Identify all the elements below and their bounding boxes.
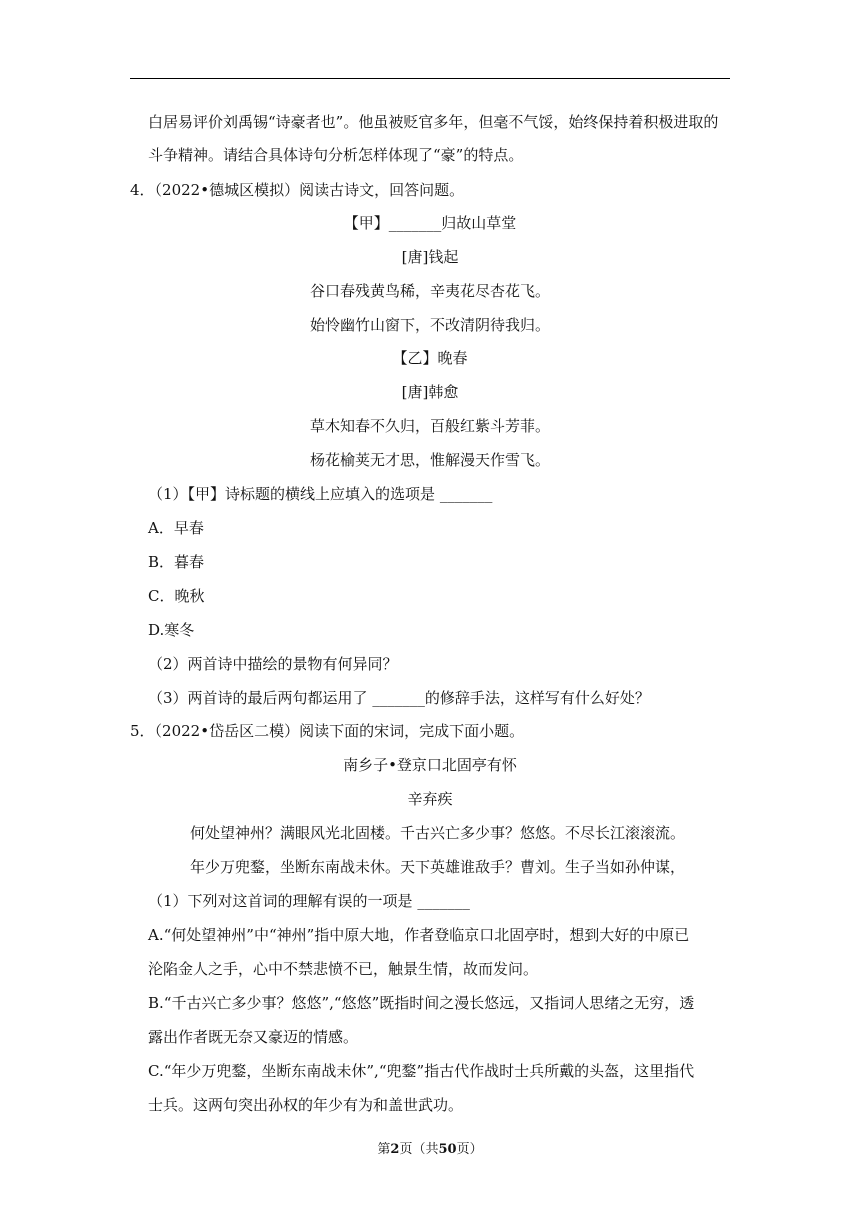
page-footer — [130, 1138, 730, 1157]
ci-author: 辛弃疾 — [407, 790, 453, 808]
q4-option-c: C．晚秋 — [148, 587, 205, 605]
q3-text-line1: 白居易评价刘禹锡“诗豪者也”。他虽被贬官多年，但毫不气馁，始终保持着积极进取的 — [148, 113, 719, 131]
q4-sub1: （1）【甲】诗标题的横线上应填入的选项是 _______ — [148, 485, 493, 503]
ci-title: 南乡子•登京口北固亭有怀 — [343, 756, 517, 774]
poem-a-line2: 始怜幽竹山窗下，不改清阴待我归。 — [309, 316, 550, 334]
q5-option-b-line2: 露出作者既无奈又豪迈的情感。 — [148, 1028, 359, 1046]
poem-a-title: 【甲】_______归故山草堂 — [343, 214, 517, 232]
footer-page-number: 2 — [390, 1142, 400, 1157]
q4-sub2: （2）两首诗中描绘的景物有何异同？ — [148, 655, 398, 673]
q5-option-a-line1: A.“何处望神州”中“神州”指中原大地，作者登临京口北固亭时，想到大好的中原已 — [148, 926, 690, 944]
q4-option-b: B．暮春 — [148, 553, 205, 571]
q5-option-c-line2: 士兵。这两句突出孙权的年少有为和盖世武功。 — [148, 1096, 464, 1114]
poem-b-line2: 杨花榆荚无才思，惟解漫天作雪飞。 — [309, 451, 550, 469]
poem-b-author: [唐]韩愈 — [401, 383, 459, 401]
q3-text-line2: 斗争精神。请结合具体诗句分析怎样体现了“豪”的特点。 — [148, 146, 524, 164]
ci-line2: 年少万兜鍪，坐断东南战未休。天下英雄谁敌手？曹刘。生子当如孙仲谋， — [190, 858, 686, 876]
footer-total-pages: 50 — [438, 1142, 457, 1157]
q4-sub3: （3）两首诗的最后两句都运用了 _______的修辞手法，这样写有什么好处？ — [148, 689, 650, 707]
footer-middle: 页（共 — [399, 1142, 439, 1157]
q5-option-a-line2: 沦陷金人之手，心中不禁悲愤不已，触景生情，故而发问。 — [148, 960, 539, 978]
ci-line1: 何处望神州？满眼风光北固楼。千古兴亡多少事？悠悠。不尽长江滚滚流。 — [190, 824, 686, 842]
q5-option-b-line1: B.“千古兴亡多少事？悠悠”,“悠悠”既指时间之漫长悠远，又指词人思绪之无穷，透 — [148, 994, 695, 1012]
header-rule — [130, 78, 730, 79]
q5-sub1: （1）下列对这首词的理解有误的一项是 _______ — [148, 892, 470, 910]
poem-a-author: [唐]钱起 — [401, 248, 459, 266]
footer-prefix: 第 — [377, 1142, 391, 1157]
poem-a-line1: 谷口春残黄鸟稀，辛夷花尽杏花飞。 — [309, 282, 550, 300]
poem-b-line1: 草木知春不久归，百般红紫斗芳菲。 — [309, 417, 550, 435]
q5-stem: 5．（2022•岱岳区二模）阅读下面的宋词，完成下面小题。 — [130, 722, 525, 740]
footer-suffix: 页） — [456, 1142, 483, 1157]
poem-b-title: 【乙】晚春 — [392, 349, 468, 367]
q4-option-d: D.寒冬 — [148, 621, 195, 639]
q5-option-c-line1: C.“年少万兜鍪，坐断东南战未休”,“兜鍪”指古代作战时士兵所戴的头盔，这里指代 — [148, 1062, 695, 1080]
q4-stem: 4．（2022•德城区模拟）阅读古诗文，回答问题。 — [130, 181, 465, 199]
q4-option-a: A．早春 — [148, 519, 204, 537]
